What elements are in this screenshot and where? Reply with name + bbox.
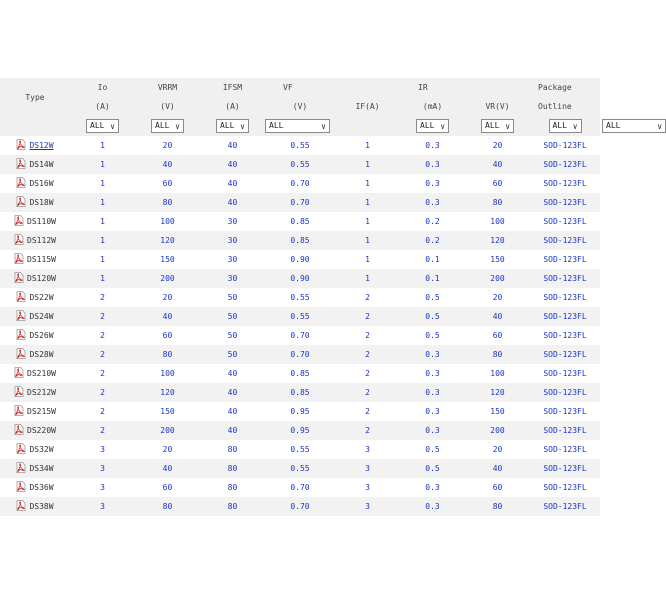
ir-cell: 0.3 <box>400 383 465 402</box>
table-row <box>0 326 600 345</box>
table-row <box>0 174 600 193</box>
vr-cell: 80 <box>465 345 530 364</box>
vf-cell: 0.55 <box>265 459 335 478</box>
package-cell: SOD-123FL <box>530 345 600 364</box>
table-row <box>0 478 600 497</box>
if-filter-value: ALL <box>420 121 435 130</box>
ir-filter-select[interactable] <box>481 119 514 133</box>
ifsm-filter-select[interactable] <box>216 119 249 133</box>
table-row <box>0 136 600 155</box>
type-header: Type <box>0 78 70 116</box>
package-cell: SOD-123FL <box>530 288 600 307</box>
ifsm-cell: 80 <box>200 459 265 478</box>
pdf-icon[interactable] <box>14 424 24 435</box>
ir-cell: 0.3 <box>400 193 465 212</box>
io-filter-select[interactable] <box>86 119 119 133</box>
vr-header: VR(V) <box>465 97 530 116</box>
pdf-icon[interactable] <box>16 348 26 359</box>
type-cell <box>0 307 70 326</box>
if-cell: 2 <box>335 326 400 345</box>
io-cell: 2 <box>70 364 135 383</box>
part-number-link[interactable]: DS115W <box>27 255 56 264</box>
ir-cell: 0.3 <box>400 478 465 497</box>
vrrm-cell: 200 <box>135 421 200 440</box>
ifsm-cell: 50 <box>200 288 265 307</box>
table-row <box>0 212 600 231</box>
type-cell <box>0 421 70 440</box>
type-cell <box>0 155 70 174</box>
table-row <box>0 269 600 288</box>
package-cell: SOD-123FL <box>530 383 600 402</box>
vr-cell: 200 <box>465 421 530 440</box>
part-number-link[interactable]: DS18W <box>29 198 54 207</box>
chevron-down-icon: ∨ <box>321 122 326 131</box>
if-cell: 2 <box>335 421 400 440</box>
io-cell: 1 <box>70 250 135 269</box>
chevron-down-icon: ∨ <box>110 122 115 131</box>
ifsm-cell: 80 <box>200 497 265 516</box>
type-cell <box>0 326 70 345</box>
io-cell: 1 <box>70 269 135 288</box>
io-cell: 2 <box>70 288 135 307</box>
ir-cell: 0.3 <box>400 136 465 155</box>
if-cell: 2 <box>335 364 400 383</box>
part-number-link[interactable]: DS28W <box>29 350 54 359</box>
if-cell: 2 <box>335 288 400 307</box>
package-cell: SOD-123FL <box>530 326 600 345</box>
vr-cell: 100 <box>465 212 530 231</box>
table-row <box>0 421 600 440</box>
part-number-link[interactable]: DS38W <box>29 502 54 511</box>
vr-cell: 80 <box>465 497 530 516</box>
diode-spec-table <box>0 78 663 516</box>
package-filter-select[interactable] <box>602 119 666 133</box>
type-cell <box>0 497 70 516</box>
if-filter-select[interactable] <box>416 119 449 133</box>
ir-cell: 0.2 <box>400 212 465 231</box>
vr-cell: 200 <box>465 269 530 288</box>
pdf-icon[interactable] <box>16 310 26 321</box>
io-cell: 3 <box>70 497 135 516</box>
type-cell <box>0 383 70 402</box>
package-cell: SOD-123FL <box>530 421 600 440</box>
ir-cell: 0.2 <box>400 231 465 250</box>
vrrm-cell: 40 <box>135 307 200 326</box>
ir-header: IR <box>400 78 530 97</box>
type-cell <box>0 402 70 421</box>
chevron-down-icon: ∨ <box>175 122 180 131</box>
io-cell: 2 <box>70 326 135 345</box>
ifsm-cell: 50 <box>200 307 265 326</box>
vf-cell: 0.70 <box>265 326 335 345</box>
pdf-icon[interactable] <box>16 500 26 511</box>
if-cell: 1 <box>335 136 400 155</box>
ir-cell: 0.5 <box>400 440 465 459</box>
ir-cell: 0.3 <box>400 497 465 516</box>
vr-cell: 40 <box>465 307 530 326</box>
vr-cell: 120 <box>465 383 530 402</box>
part-number-link[interactable]: DS36W <box>29 483 54 492</box>
part-number-link[interactable]: DS210W <box>27 369 56 378</box>
vf-cell: 0.55 <box>265 440 335 459</box>
part-number-link[interactable]: DS112W <box>27 236 56 245</box>
package-cell: SOD-123FL <box>530 231 600 250</box>
io-cell: 2 <box>70 307 135 326</box>
ifsm-cell: 40 <box>200 136 265 155</box>
io-cell: 1 <box>70 174 135 193</box>
vr-cell: 80 <box>465 193 530 212</box>
if-cell: 1 <box>335 155 400 174</box>
vrrm-cell: 40 <box>135 155 200 174</box>
io-cell: 2 <box>70 345 135 364</box>
pdf-icon[interactable] <box>14 234 24 245</box>
ir-cell: 0.5 <box>400 288 465 307</box>
ir-cell: 0.3 <box>400 155 465 174</box>
vr-cell: 20 <box>465 136 530 155</box>
part-number-link[interactable]: DS220W <box>27 426 56 435</box>
if-cell: 2 <box>335 383 400 402</box>
vr-cell: 120 <box>465 231 530 250</box>
table-row <box>0 383 600 402</box>
vrrm-cell: 60 <box>135 174 200 193</box>
vf-cell: 0.55 <box>265 136 335 155</box>
package-cell: SOD-123FL <box>530 155 600 174</box>
io-cell: 2 <box>70 402 135 421</box>
vf-cell: 0.85 <box>265 212 335 231</box>
table-row <box>0 497 600 516</box>
ifsm-cell: 30 <box>200 231 265 250</box>
ifsm-cell: 40 <box>200 421 265 440</box>
vf-cell: 0.70 <box>265 497 335 516</box>
chevron-down-icon: ∨ <box>240 122 245 131</box>
io-cell: 1 <box>70 136 135 155</box>
vr-cell: 20 <box>465 440 530 459</box>
vf-cell: 0.70 <box>265 345 335 364</box>
ir-unit: (mA) <box>400 97 465 116</box>
type-cell <box>0 459 70 478</box>
ifsm-cell: 30 <box>200 269 265 288</box>
vf-cell: 0.90 <box>265 269 335 288</box>
ifsm-header: IFSM <box>200 78 265 97</box>
vr-filter-select[interactable] <box>549 119 582 133</box>
ir-cell: 0.3 <box>400 421 465 440</box>
pdf-icon[interactable] <box>16 158 26 169</box>
chevron-down-icon: ∨ <box>572 122 578 131</box>
ir-cell: 0.5 <box>400 459 465 478</box>
package-cell: SOD-123FL <box>530 250 600 269</box>
vrrm-cell: 200 <box>135 269 200 288</box>
vf-cell: 0.95 <box>265 421 335 440</box>
vrrm-cell: 100 <box>135 212 200 231</box>
table-row <box>0 231 600 250</box>
io-cell: 3 <box>70 478 135 497</box>
chevron-down-icon: ∨ <box>657 122 663 131</box>
vrrm-cell: 80 <box>135 193 200 212</box>
vr-cell: 20 <box>465 288 530 307</box>
package-cell: SOD-123FL <box>530 497 600 516</box>
table-row <box>0 345 600 364</box>
ifsm-cell: 40 <box>200 402 265 421</box>
table-body <box>0 136 600 516</box>
table-row <box>0 364 600 383</box>
type-cell <box>0 478 70 497</box>
if-cell: 1 <box>335 174 400 193</box>
vrrm-cell: 150 <box>135 402 200 421</box>
type-cell <box>0 440 70 459</box>
package-cell: SOD-123FL <box>530 136 600 155</box>
outline-header: Outline <box>530 97 600 116</box>
vrrm-cell: 60 <box>135 326 200 345</box>
vf-cell: 0.85 <box>265 231 335 250</box>
part-number-link[interactable]: DS16W <box>29 179 54 188</box>
pdf-icon[interactable] <box>14 386 24 397</box>
if-cell: 1 <box>335 231 400 250</box>
package-cell: SOD-123FL <box>530 193 600 212</box>
ir-filter-value: ALL <box>485 121 500 130</box>
vr-cell: 40 <box>465 155 530 174</box>
vf-cell: 0.95 <box>265 402 335 421</box>
vf-cell: 0.55 <box>265 288 335 307</box>
ifsm-unit: (A) <box>200 97 265 116</box>
chevron-down-icon: ∨ <box>440 122 446 131</box>
package-cell: SOD-123FL <box>530 269 600 288</box>
vf-filter-value: ALL <box>269 121 284 130</box>
type-cell <box>0 193 70 212</box>
vrrm-cell: 40 <box>135 459 200 478</box>
part-number-link[interactable]: DS26W <box>29 331 54 340</box>
part-number-link[interactable]: DS12W <box>29 141 54 150</box>
vrrm-unit: (V) <box>135 97 200 116</box>
if-cell: 3 <box>335 440 400 459</box>
part-number-link[interactable]: DS34W <box>29 464 54 473</box>
part-number-link[interactable]: DS215W <box>27 407 56 416</box>
ifsm-cell: 40 <box>200 364 265 383</box>
vf-unit: (V) <box>265 97 335 116</box>
vr-cell: 150 <box>465 402 530 421</box>
package-cell: SOD-123FL <box>530 402 600 421</box>
package-cell: SOD-123FL <box>530 478 600 497</box>
vrrm-cell: 20 <box>135 440 200 459</box>
ir-cell: 0.5 <box>400 326 465 345</box>
table-header <box>0 78 663 136</box>
ifsm-cell: 30 <box>200 250 265 269</box>
io-cell: 2 <box>70 421 135 440</box>
vf-cell: 0.85 <box>265 383 335 402</box>
vr-cell: 100 <box>465 364 530 383</box>
vrrm-cell: 100 <box>135 364 200 383</box>
package-cell: SOD-123FL <box>530 459 600 478</box>
if-cell: 1 <box>335 193 400 212</box>
filter-row <box>0 116 600 136</box>
table-row <box>0 459 600 478</box>
ir-cell: 0.3 <box>400 402 465 421</box>
vrrm-header: VRRM <box>135 78 200 97</box>
ir-cell: 0.3 <box>400 364 465 383</box>
ir-cell: 0.3 <box>400 174 465 193</box>
type-cell <box>0 345 70 364</box>
vr-cell: 150 <box>465 250 530 269</box>
vrrm-filter-select[interactable] <box>151 119 184 133</box>
if-cell: 1 <box>335 250 400 269</box>
ir-cell: 0.3 <box>400 345 465 364</box>
vrrm-filter-value: ALL <box>155 121 170 130</box>
io-cell: 3 <box>70 459 135 478</box>
vr-filter-value: ALL <box>552 121 567 130</box>
vf-filter-select[interactable] <box>265 119 330 133</box>
if-cell: 3 <box>335 478 400 497</box>
io-unit: (A) <box>70 97 135 116</box>
package-cell: SOD-123FL <box>530 174 600 193</box>
io-filter-value: ALL <box>90 121 105 130</box>
part-number-link[interactable]: DS110W <box>27 217 56 226</box>
pdf-icon[interactable] <box>14 215 24 226</box>
io-cell: 1 <box>70 231 135 250</box>
part-number-link[interactable]: DS22W <box>29 293 54 302</box>
part-number-link[interactable]: DS32W <box>29 445 54 454</box>
vrrm-cell: 80 <box>135 497 200 516</box>
if-cell: 3 <box>335 497 400 516</box>
io-header: Io <box>70 78 135 97</box>
pdf-icon[interactable] <box>16 291 26 302</box>
ifsm-cell: 40 <box>200 383 265 402</box>
ifsm-cell: 40 <box>200 193 265 212</box>
chevron-down-icon: ∨ <box>505 122 511 131</box>
io-cell: 2 <box>70 383 135 402</box>
pdf-icon[interactable] <box>16 329 26 340</box>
part-number-link[interactable]: DS24W <box>29 312 54 321</box>
ifsm-cell: 40 <box>200 155 265 174</box>
vr-cell: 60 <box>465 478 530 497</box>
if-cell: 3 <box>335 459 400 478</box>
part-number-link[interactable]: DS212W <box>27 388 56 397</box>
if-cell: 2 <box>335 307 400 326</box>
vr-cell: 40 <box>465 459 530 478</box>
package-header: Package <box>530 78 600 97</box>
ir-cell: 0.1 <box>400 269 465 288</box>
vf-header: VF <box>265 78 400 97</box>
vrrm-cell: 20 <box>135 136 200 155</box>
vrrm-cell: 120 <box>135 383 200 402</box>
part-number-link[interactable]: DS120W <box>27 274 56 283</box>
table-row <box>0 307 600 326</box>
vf-cell: 0.90 <box>265 250 335 269</box>
pdf-icon[interactable] <box>16 177 26 188</box>
ir-cell: 0.5 <box>400 307 465 326</box>
pdf-icon[interactable] <box>14 405 24 416</box>
vr-cell: 60 <box>465 326 530 345</box>
pdf-icon[interactable] <box>16 139 26 150</box>
table-row <box>0 288 600 307</box>
io-cell: 3 <box>70 440 135 459</box>
package-cell: SOD-123FL <box>530 364 600 383</box>
vf-cell: 0.70 <box>265 174 335 193</box>
io-cell: 1 <box>70 155 135 174</box>
vf-cell: 0.70 <box>265 193 335 212</box>
package-cell: SOD-123FL <box>530 440 600 459</box>
ifsm-cell: 30 <box>200 212 265 231</box>
package-cell: SOD-123FL <box>530 212 600 231</box>
pdf-icon[interactable] <box>16 481 26 492</box>
if-cell: 2 <box>335 402 400 421</box>
ir-cell: 0.1 <box>400 250 465 269</box>
table-row <box>0 440 600 459</box>
vrrm-cell: 60 <box>135 478 200 497</box>
vf-cell: 0.70 <box>265 478 335 497</box>
ifsm-filter-value: ALL <box>220 121 235 130</box>
type-cell <box>0 174 70 193</box>
vr-cell: 60 <box>465 174 530 193</box>
io-cell: 1 <box>70 193 135 212</box>
if-cell: 1 <box>335 269 400 288</box>
vf-cell: 0.55 <box>265 307 335 326</box>
table-row <box>0 402 600 421</box>
package-cell: SOD-123FL <box>530 307 600 326</box>
vf-cell: 0.55 <box>265 155 335 174</box>
package-filter-value: ALL <box>606 121 621 130</box>
pdf-icon[interactable] <box>14 253 24 264</box>
type-cell <box>0 212 70 231</box>
table-row <box>0 250 600 269</box>
ifsm-cell: 50 <box>200 326 265 345</box>
part-number-link[interactable]: DS14W <box>29 160 54 169</box>
pdf-icon[interactable] <box>16 462 26 473</box>
table-row <box>0 155 600 174</box>
pdf-icon[interactable] <box>14 367 24 378</box>
pdf-icon[interactable] <box>16 443 26 454</box>
ifsm-cell: 50 <box>200 345 265 364</box>
if-header: IF(A) <box>335 97 400 116</box>
pdf-icon[interactable] <box>14 272 24 283</box>
vrrm-cell: 20 <box>135 288 200 307</box>
type-cell <box>0 231 70 250</box>
type-cell <box>0 364 70 383</box>
vf-cell: 0.85 <box>265 364 335 383</box>
type-cell <box>0 269 70 288</box>
ifsm-cell: 40 <box>200 174 265 193</box>
io-cell: 1 <box>70 212 135 231</box>
ifsm-cell: 80 <box>200 478 265 497</box>
vrrm-cell: 120 <box>135 231 200 250</box>
type-cell <box>0 288 70 307</box>
table-row <box>0 193 600 212</box>
type-cell <box>0 136 70 155</box>
type-cell <box>0 250 70 269</box>
ifsm-cell: 80 <box>200 440 265 459</box>
vrrm-cell: 80 <box>135 345 200 364</box>
if-cell: 1 <box>335 212 400 231</box>
pdf-icon[interactable] <box>16 196 26 207</box>
vrrm-cell: 150 <box>135 250 200 269</box>
if-cell: 2 <box>335 345 400 364</box>
